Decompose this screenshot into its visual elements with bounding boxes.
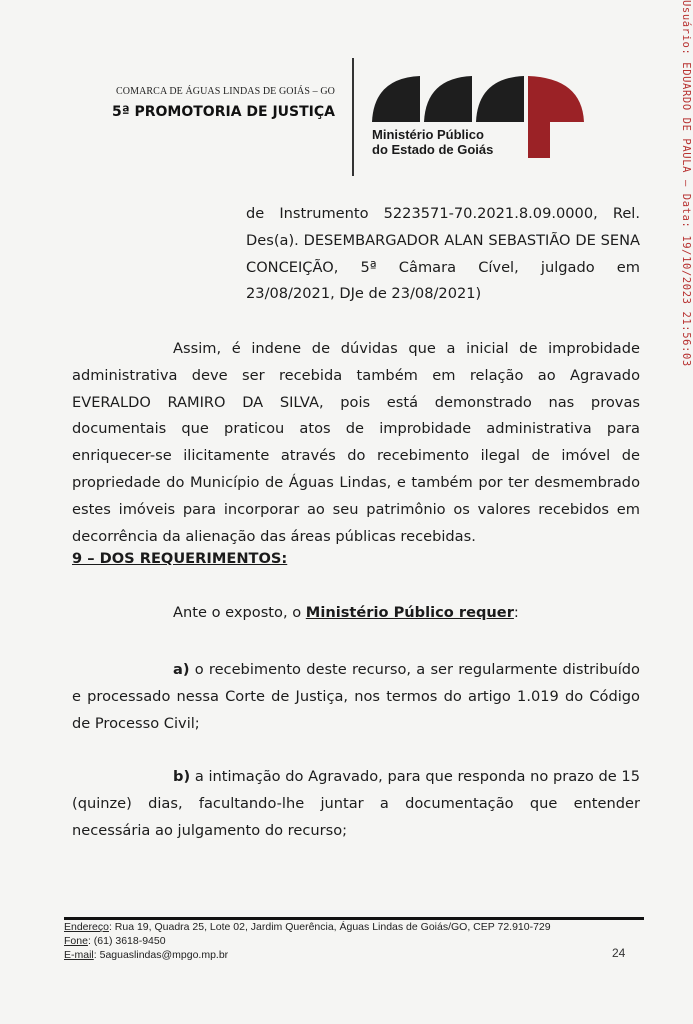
logo-arc-3 bbox=[476, 76, 524, 122]
page-number: 24 bbox=[612, 946, 626, 960]
item-b bbox=[72, 764, 640, 844]
item-a-label: a) bbox=[173, 661, 190, 678]
logo-arc-1 bbox=[372, 76, 420, 122]
comarca-label: COMARCA DE ÁGUAS LINDAS DE GOIÁS – GO bbox=[116, 86, 335, 97]
footer-address bbox=[64, 921, 551, 933]
address-key: Endereço bbox=[64, 921, 109, 933]
item-b-text: a intimação do Agravado, para que responda no prazo de 15 (quinze) dias, facultando-lhe juntar a documentação que entender necessária ao julgamento do recurso; bbox=[72, 768, 640, 839]
logo-red-p bbox=[528, 76, 584, 158]
side-stamp: Usuário: EDUARDO DE PAULA – Data: 19/10/2023 21:56:03 bbox=[680, 0, 692, 367]
section-heading: 9 – DOS REQUERIMENTOS: bbox=[72, 550, 288, 567]
intro-bold: Ministério Público requer bbox=[305, 604, 514, 621]
logo-arc-2 bbox=[424, 76, 472, 122]
item-b-label: b) bbox=[173, 768, 191, 785]
promotoria-title: 5ª PROMOTORIA DE JUSTIÇA bbox=[111, 104, 335, 120]
intro-prefix: Ante o exposto, o bbox=[173, 604, 306, 621]
footer-phone bbox=[64, 935, 166, 947]
logo-text-line1: Ministério Público bbox=[372, 127, 484, 142]
email-value: : 5aguaslindas@mpgo.mp.br bbox=[93, 949, 229, 961]
item-a-text: o recebimento deste recurso, a ser regularmente distribuído e processado nessa Corte de Justiça, nos termos do artigo 1.019 do Código de Processo Civil; bbox=[72, 661, 640, 732]
quote-block: de Instrumento 5223571-70.2021.8.09.0000, Rel. Des(a). DESEMBARGADOR ALAN SEBASTIÃO DE SENA CONCEIÇÃO, 5ª Câmara Cível, julgado em 23/08/2021, DJe de 23/08/2021) bbox=[246, 205, 640, 303]
email-key: E-mail bbox=[64, 949, 94, 961]
paragraph-1: Assim, é indene de dúvidas que a inicial de improbidade administrativa deve ser recebida também em relação ao Agravado EVERALDO RAMIRO DA SILVA, pois está demonstrado nas provas documentais que praticou atos de improbidade administrativa para enriquecer-se ilicitamente através do recebimento ilegal de imóvel de propriedade do Município de Águas Lindas, e também por ter desmembrado estes imóveis para incorporar ao seu patrimônio os valores recebidos em decorrência da alienação das áreas públicas recebidas. bbox=[72, 340, 640, 545]
header-divider bbox=[352, 58, 354, 176]
intro-suffix: : bbox=[513, 604, 519, 621]
intro-line bbox=[173, 604, 519, 621]
phone-key: Fone bbox=[64, 935, 88, 947]
phone-value: : (61) 3618-9450 bbox=[87, 935, 166, 947]
address-value: : Rua 19, Quadra 25, Lote 02, Jardim Querência, Águas Lindas de Goiás/GO, CEP 72.910-729 bbox=[108, 921, 551, 933]
item-a bbox=[72, 657, 640, 737]
logo-text-line2: do Estado de Goiás bbox=[372, 142, 494, 157]
footer-email bbox=[64, 949, 228, 961]
footer-rule bbox=[64, 917, 644, 920]
